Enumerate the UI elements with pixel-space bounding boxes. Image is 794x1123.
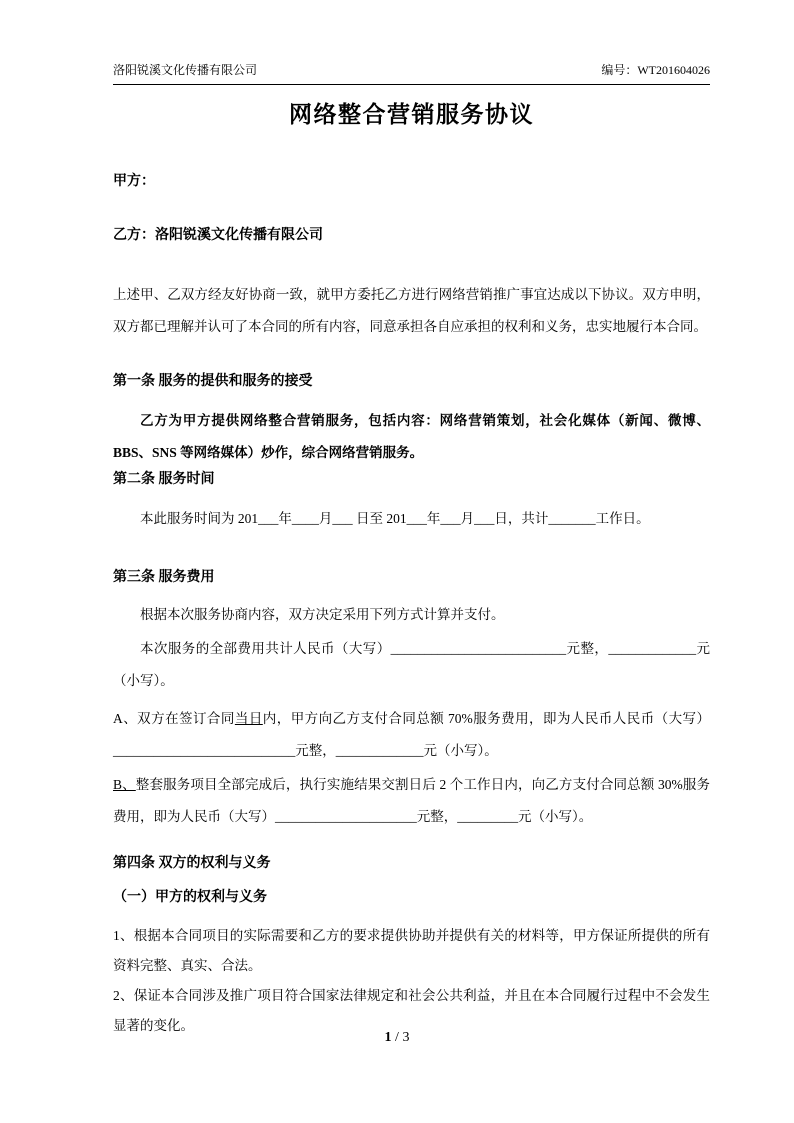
article-2-heading: 第二条 服务时间 (113, 472, 215, 487)
page-footer (0, 1029, 794, 1047)
page-number-separator: / (391, 1030, 403, 1045)
article-4-sub-heading-party-a: （一）甲方的权利与义务 (113, 890, 267, 905)
article-4-item-1: 1、根据本合同项目的实际需要和乙方的要求提供协助并提供有关的材料等，甲方保证所提供的所有资料完整、真实、合法。 (113, 928, 710, 973)
article-3-item-b: B、整套服务项目全部完成后，执行实施结果交割日后 2 个工作日内，向乙方支付合同总额 30%服务费用，即为人民币（大写）_____________________元整，_________元（小写）。 (113, 777, 710, 824)
article-2-content: 本此服务时间为 201___年____月___ 日至 201___年___月___日，共计_______工作日。 (140, 511, 650, 526)
document-header (113, 62, 710, 85)
article-1-heading: 第一条 服务的提供和服务的接受 (113, 374, 313, 389)
intro-paragraph: 上述甲、乙双方经友好协商一致，就甲方委托乙方进行网络营销推广事宜达成以下协议。双方申明，双方都已理解并认可了本合同的所有内容，同意承担各自应承担的权利和义务，忠实地履行本合同。 (113, 287, 710, 334)
article-1-content: 乙方为甲方提供网络整合营销服务，包括内容：网络营销策划，社会化媒体（新闻、微博、BBS、SNS 等网络媒体）炒作，综合网络营销服务。 (113, 413, 710, 460)
party-b-line: 乙方：洛阳锐溪文化传播有限公司 (113, 228, 323, 243)
document-title: 网络整合营销服务协议 (289, 102, 534, 127)
party-a-line: 甲方： (113, 174, 155, 189)
page-number-current: 1 (384, 1030, 392, 1045)
article-3-total-fee: 本次服务的全部费用共计人民币（大写）__________________________元整，_____________元（小写）。 (113, 641, 710, 688)
article-4-heading: 第四条 双方的权利与义务 (113, 856, 271, 871)
article-3-payment-method: 根据本次服务协商内容，双方决定采用下列方式计算并支付。 (140, 607, 505, 622)
article-3-heading: 第三条 服务费用 (113, 570, 215, 585)
article-3-item-a: A、双方在签订合同当日内，甲方向乙方支付合同总额 70%服务费用，即为人民币人民币（大写）___________________________元整，_____________元（小写）。 (113, 711, 711, 758)
page-number-total: 3 (402, 1030, 410, 1045)
article-4-item-2: 2、保证本合同涉及推广项目符合国家法律规定和社会公共利益，并且在本合同履行过程中不会发生显著的变化。 (113, 988, 710, 1033)
header-doc-number: 编号：WT201604026 (601, 63, 710, 77)
header-company-name: 洛阳锐溪文化传播有限公司 (113, 63, 258, 77)
